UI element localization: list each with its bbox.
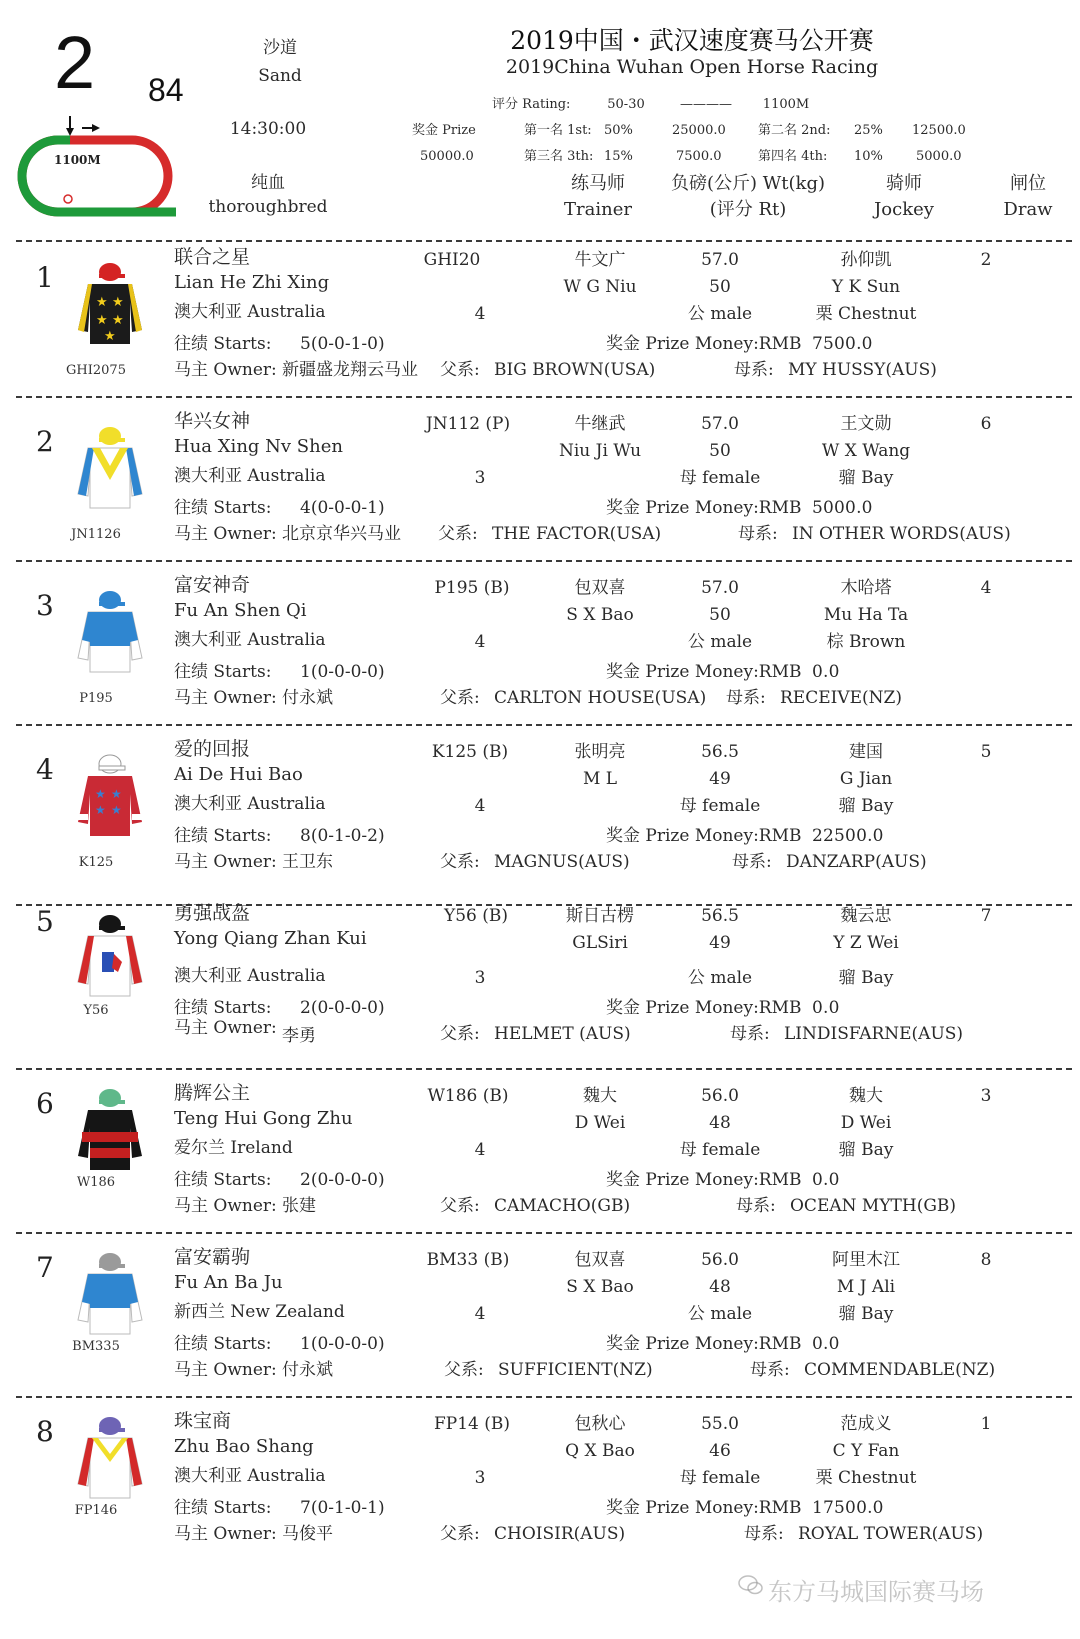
starts-label: 往绩 Starts: xyxy=(174,498,272,518)
horse-row-4 xyxy=(0,734,1080,906)
third-amt: 7500.0 xyxy=(676,149,722,164)
horse-color: 骝 Bay xyxy=(838,796,894,816)
starts-label: 往绩 Starts: xyxy=(174,1170,272,1190)
horse-color: 骝 Bay xyxy=(838,968,894,988)
prize-money-value: 0.0 xyxy=(812,998,840,1018)
horse-name-en: Fu An Ba Ju xyxy=(174,1272,283,1293)
col-trainer-cn: 练马师 xyxy=(571,173,625,194)
title-cn: 2019中国・武汉速度赛马公开赛 xyxy=(510,26,874,55)
dam-label: 母系: xyxy=(732,852,772,872)
silk-icon xyxy=(74,424,146,510)
dam-label: 母系: xyxy=(738,524,778,544)
weight: 56.0 xyxy=(701,1250,739,1270)
row-divider xyxy=(16,1068,1072,1070)
horse-age: 4 xyxy=(474,304,486,324)
horse-color: 栗 Chestnut xyxy=(815,304,917,324)
svg-text:★: ★ xyxy=(111,803,122,817)
sex: 母 female xyxy=(679,1140,761,1160)
owner-label: 马主 Owner: xyxy=(174,852,277,872)
sire-value: CHOISIR(AUS) xyxy=(494,1524,626,1544)
trainer-cn: 斯日古楞 xyxy=(566,906,634,926)
dam-value: MY HUSSY(AUS) xyxy=(788,360,937,380)
prize-money-value: 0.0 xyxy=(812,662,840,682)
row-divider xyxy=(16,1232,1072,1234)
jockey-cn: 魏大 xyxy=(849,1086,883,1106)
horse-age: 3 xyxy=(474,968,486,988)
horse-name-en: Ai De Hui Bao xyxy=(174,764,303,785)
starts-label: 往绩 Starts: xyxy=(174,998,272,1018)
horse-age: 4 xyxy=(474,1140,486,1160)
sire-label: 父系: xyxy=(440,688,480,708)
col-weight-cn: 负磅(公斤) Wt(kg) xyxy=(671,173,825,194)
sex: 母 female xyxy=(679,468,761,488)
horse-number: 4 xyxy=(36,753,54,786)
horse-age: 4 xyxy=(474,632,486,652)
starts-value: 5(0-0-1-0) xyxy=(300,334,385,354)
horse-name-cn: 爱的回报 xyxy=(174,738,251,760)
sire-label: 父系: xyxy=(438,524,478,544)
prize-money-label: 奖金 Prize Money:RMB xyxy=(606,1334,802,1354)
dam-label: 母系: xyxy=(744,1524,784,1544)
svg-text:★: ★ xyxy=(111,787,122,801)
jockey-cn: 王文勋 xyxy=(840,414,892,434)
breed-cn: 纯血 xyxy=(251,173,285,193)
horse-country: 澳大利亚 Australia xyxy=(174,630,326,650)
sex: 母 female xyxy=(679,1468,761,1488)
draw: 2 xyxy=(980,250,992,270)
horse-row-3 xyxy=(0,570,1080,742)
horse-age: 3 xyxy=(474,468,486,488)
silk-icon xyxy=(74,752,146,838)
sex: 公 male xyxy=(687,1304,753,1324)
starts-value: 1(0-0-0-0) xyxy=(300,1334,385,1354)
fourth-amt: 5000.0 xyxy=(916,149,962,164)
silk-code: JN1126 xyxy=(71,527,121,542)
rating: 46 xyxy=(709,1441,731,1461)
starts-label: 往绩 Starts: xyxy=(174,662,272,682)
horse-name-cn: 勇强战盔 xyxy=(174,902,251,924)
horse-age: 4 xyxy=(474,1304,486,1324)
wechat-icon xyxy=(738,1574,764,1596)
weight: 55.0 xyxy=(701,1414,739,1434)
prize-money-label: 奖金 Prize Money:RMB xyxy=(606,1170,802,1190)
jockey-en: W X Wang xyxy=(821,441,911,461)
sire-value: CAMACHO(GB) xyxy=(494,1196,631,1216)
horse-age: 3 xyxy=(474,1468,486,1488)
horse-country: 澳大利亚 Australia xyxy=(174,966,326,986)
horse-country: 新西兰 New Zealand xyxy=(174,1302,345,1322)
sire-value: HELMET (AUS) xyxy=(494,1024,631,1044)
trainer-en: S X Bao xyxy=(566,1277,634,1297)
first-label: 第一名 1st: xyxy=(524,123,592,138)
jockey-cn: 建国 xyxy=(849,742,883,762)
horse-number: 6 xyxy=(36,1087,54,1120)
rating-label: 评分 Rating: xyxy=(492,97,571,112)
fourth-pct: 10% xyxy=(854,149,883,164)
horse-name-en: Fu An Shen Qi xyxy=(174,600,307,621)
horse-number: 2 xyxy=(36,425,54,458)
horse-color: 骝 Bay xyxy=(838,468,894,488)
starts-label: 往绩 Starts: xyxy=(174,334,272,354)
horse-color: 骝 Bay xyxy=(838,1140,894,1160)
jockey-en: Y K Sun xyxy=(831,277,901,297)
horse-name-en: Yong Qiang Zhan Kui xyxy=(174,928,367,949)
silk-icon xyxy=(74,1414,146,1500)
rating-dash: ———— xyxy=(680,97,732,112)
draw: 8 xyxy=(980,1250,992,1270)
horse-color: 骝 Bay xyxy=(838,1304,894,1324)
owner-value: 李勇 xyxy=(282,1026,316,1046)
horse-name-cn: 联合之星 xyxy=(174,246,251,268)
silk-code: FP146 xyxy=(74,1503,118,1518)
trainer-en: M L xyxy=(582,769,618,789)
weight: 56.0 xyxy=(701,1086,739,1106)
trainer-cn: 包双喜 xyxy=(574,1250,626,1270)
col-weight-en: (评分 Rt) xyxy=(709,199,787,220)
dam-label: 母系: xyxy=(750,1360,790,1380)
rating: 50 xyxy=(709,605,731,625)
horse-number: 7 xyxy=(36,1251,54,1284)
jockey-en: G Jian xyxy=(839,769,893,789)
col-jockey-cn: 骑师 xyxy=(886,173,922,194)
rating: 50 xyxy=(709,277,731,297)
sire-label: 父系: xyxy=(440,1024,480,1044)
silk-icon xyxy=(74,588,146,674)
watermark-text: 东方马城国际赛马场 xyxy=(768,1578,984,1606)
row-divider xyxy=(16,560,1072,562)
svg-text:★: ★ xyxy=(96,313,108,328)
jockey-cn: 范成义 xyxy=(840,1414,892,1434)
horse-name-cn: 富安神奇 xyxy=(174,574,251,596)
horse-code: K125 (B) xyxy=(431,742,509,762)
owner-value: 北京京华兴马业 xyxy=(282,524,401,544)
dam-value: DANZARP(AUS) xyxy=(786,852,927,872)
dam-label: 母系: xyxy=(736,1196,776,1216)
first-pct: 50% xyxy=(604,123,633,138)
weight: 56.5 xyxy=(701,742,739,762)
horse-code: W186 (B) xyxy=(427,1086,509,1106)
owner-value: 付永斌 xyxy=(282,1360,333,1380)
sire-value: THE FACTOR(USA) xyxy=(492,524,662,544)
owner-value: 王卫东 xyxy=(282,852,333,872)
horse-number: 8 xyxy=(36,1415,54,1448)
sire-value: BIG BROWN(USA) xyxy=(494,360,656,380)
track-distance-label: 1100M xyxy=(54,153,101,167)
row-divider xyxy=(16,1396,1072,1398)
sire-value: MAGNUS(AUS) xyxy=(494,852,630,872)
trainer-cn: 包秋心 xyxy=(574,1414,626,1434)
owner-label: 马主 Owner: xyxy=(174,360,277,380)
starts-value: 7(0-1-0-1) xyxy=(300,1498,385,1518)
start-arrow-icon xyxy=(66,116,100,136)
trainer-cn: 牛文广 xyxy=(574,250,626,270)
owner-label: 马主 Owner: xyxy=(174,1360,277,1380)
silk-code: GHI2075 xyxy=(66,363,126,378)
dam-label: 母系: xyxy=(730,1024,770,1044)
sire-value: CARLTON HOUSE(USA) xyxy=(494,688,707,708)
trainer-en: S X Bao xyxy=(566,605,634,625)
fourth-label: 第四名 4th: xyxy=(758,149,828,164)
dam-value: COMMENDABLE(NZ) xyxy=(804,1360,996,1380)
trainer-en: D Wei xyxy=(574,1113,626,1133)
owner-value: 新疆盛龙翔云马业 xyxy=(282,360,418,380)
surface-cn: 沙道 xyxy=(263,38,297,58)
horse-code: JN112 (P) xyxy=(425,414,511,434)
second-amt: 12500.0 xyxy=(912,123,966,138)
trainer-cn: 张明亮 xyxy=(574,742,626,762)
weight: 57.0 xyxy=(701,414,739,434)
trainer-en: GLSiri xyxy=(572,933,628,953)
prize-money-label: 奖金 Prize Money:RMB xyxy=(606,826,802,846)
prize-total: 50000.0 xyxy=(420,149,474,164)
starts-value: 2(0-0-0-0) xyxy=(300,1170,385,1190)
col-draw-en: Draw xyxy=(1003,199,1053,220)
sire-label: 父系: xyxy=(440,852,480,872)
horse-color: 棕 Brown xyxy=(826,632,906,652)
rating: 48 xyxy=(709,1277,731,1297)
sire-label: 父系: xyxy=(440,1524,480,1544)
jockey-en: M J Ali xyxy=(836,1277,896,1297)
prize-money-value: 7500.0 xyxy=(812,334,873,354)
starts-label: 往绩 Starts: xyxy=(174,1498,272,1518)
jockey-cn: 阿里木江 xyxy=(832,1250,900,1270)
jockey-en: Mu Ha Ta xyxy=(823,605,909,625)
owner-value: 马俊平 xyxy=(282,1524,333,1544)
second-label: 第二名 2nd: xyxy=(758,123,831,138)
sire-value: SUFFICIENT(NZ) xyxy=(498,1360,653,1380)
horse-number: 5 xyxy=(36,905,54,938)
dam-label: 母系: xyxy=(734,360,774,380)
prize-money-label: 奖金 Prize Money:RMB xyxy=(606,1498,802,1518)
horse-name-cn: 富安霸驹 xyxy=(174,1246,251,1268)
horse-age: 4 xyxy=(474,796,486,816)
weight: 57.0 xyxy=(701,578,739,598)
svg-text:★: ★ xyxy=(96,295,108,310)
owner-label: 马主 Owner: xyxy=(174,1524,277,1544)
starts-value: 1(0-0-0-0) xyxy=(300,662,385,682)
prize-money-label: 奖金 Prize Money:RMB xyxy=(606,998,802,1018)
horse-country: 澳大利亚 Australia xyxy=(174,302,326,322)
second-pct: 25% xyxy=(854,123,883,138)
rating-value: 50-30 xyxy=(607,97,645,112)
dam-value: IN OTHER WORDS(AUS) xyxy=(792,524,1011,544)
track-diagram xyxy=(10,110,180,220)
trainer-en: Q X Bao xyxy=(565,1441,635,1461)
silk-code: P195 xyxy=(79,691,113,706)
third-pct: 15% xyxy=(604,149,633,164)
sex: 公 male xyxy=(687,304,753,324)
horse-name-cn: 腾辉公主 xyxy=(174,1082,251,1104)
owner-label: 马主 Owner: xyxy=(174,688,277,708)
horse-country: 澳大利亚 Australia xyxy=(174,466,326,486)
prize-money-value: 17500.0 xyxy=(812,1498,884,1518)
sex: 母 female xyxy=(679,796,761,816)
rating: 49 xyxy=(709,769,731,789)
starts-label: 往绩 Starts: xyxy=(174,1334,272,1354)
col-draw-cn: 闸位 xyxy=(1010,173,1046,194)
jockey-cn: 孙仰凯 xyxy=(840,250,892,270)
starts-value: 4(0-0-0-1) xyxy=(300,498,385,518)
svg-text:★: ★ xyxy=(112,313,124,328)
draw: 6 xyxy=(980,414,992,434)
silk-code: W186 xyxy=(76,1175,116,1190)
prize-label: 奖金 Prize xyxy=(412,123,476,138)
silk-code: K125 xyxy=(78,855,114,870)
prize-money-value: 0.0 xyxy=(812,1170,840,1190)
sex: 公 male xyxy=(687,968,753,988)
horse-row-8 xyxy=(0,1406,1080,1578)
horse-row-6 xyxy=(0,1078,1080,1250)
owner-value: 付永斌 xyxy=(282,688,333,708)
horse-row-1 xyxy=(0,242,1080,414)
first-amt: 25000.0 xyxy=(672,123,726,138)
surface-en: Sand xyxy=(258,66,302,86)
horse-code: GHI20 xyxy=(423,250,481,270)
trainer-en: Niu Ji Wu xyxy=(558,441,642,461)
horse-name-en: Hua Xing Nv Shen xyxy=(174,436,343,457)
jockey-en: C Y Fan xyxy=(832,1441,900,1461)
silk-icon xyxy=(74,260,146,346)
jockey-en: Y Z Wei xyxy=(833,933,899,953)
starts-value: 8(0-1-0-2) xyxy=(300,826,385,846)
jockey-cn: 木哈塔 xyxy=(840,578,892,598)
silk-icon xyxy=(74,1250,146,1336)
race-number: 2 xyxy=(54,21,96,104)
title-en: 2019China Wuhan Open Horse Racing xyxy=(505,56,879,78)
col-jockey-en: Jockey xyxy=(874,199,934,220)
owner-label: 马主 Owner: xyxy=(174,1196,277,1216)
trainer-cn: 牛继武 xyxy=(574,414,626,434)
horse-row-2 xyxy=(0,406,1080,578)
dam-value: RECEIVE(NZ) xyxy=(780,688,902,708)
horse-name-cn: 珠宝商 xyxy=(174,1410,232,1432)
owner-label: 马主 Owner: xyxy=(174,1018,277,1038)
horse-country: 澳大利亚 Australia xyxy=(174,794,326,814)
starts-label: 往绩 Starts: xyxy=(174,826,272,846)
rating: 49 xyxy=(709,933,731,953)
horse-row-5 xyxy=(0,898,1080,1070)
trainer-cn: 包双喜 xyxy=(574,578,626,598)
draw: 7 xyxy=(980,906,992,926)
silk-code: Y56 xyxy=(83,1003,109,1018)
horse-code: FP14 (B) xyxy=(433,1414,511,1434)
horse-code: BM33 (B) xyxy=(426,1250,510,1270)
rating: 50 xyxy=(709,441,731,461)
horse-country: 爱尔兰 Ireland xyxy=(174,1138,293,1158)
horse-code: P195 (B) xyxy=(434,578,510,598)
silk-code: BM335 xyxy=(72,1339,120,1354)
silk-icon xyxy=(74,1086,146,1172)
horse-name-cn: 华兴女神 xyxy=(174,410,251,432)
col-trainer-en: Trainer xyxy=(564,199,632,220)
sire-label: 父系: xyxy=(440,1196,480,1216)
prize-money-label: 奖金 Prize Money:RMB xyxy=(606,498,802,518)
trainer-cn: 魏大 xyxy=(583,1086,617,1106)
horse-number: 1 xyxy=(36,261,54,294)
prize-money-label: 奖金 Prize Money:RMB xyxy=(606,662,802,682)
draw: 1 xyxy=(980,1414,992,1434)
jockey-en: D Wei xyxy=(840,1113,892,1133)
prize-money-value: 5000.0 xyxy=(812,498,873,518)
dam-value: ROYAL TOWER(AUS) xyxy=(798,1524,984,1544)
horse-name-en: Zhu Bao Shang xyxy=(174,1436,314,1457)
sex: 公 male xyxy=(687,632,753,652)
breed-en: thoroughbred xyxy=(208,197,328,217)
draw: 5 xyxy=(980,742,992,762)
svg-text:★: ★ xyxy=(112,295,124,310)
sire-label: 父系: xyxy=(440,360,480,380)
horse-name-en: Lian He Zhi Xing xyxy=(174,272,330,293)
row-divider xyxy=(16,724,1072,726)
svg-text:★: ★ xyxy=(104,329,116,344)
weight: 56.5 xyxy=(701,906,739,926)
dam-label: 母系: xyxy=(726,688,766,708)
svg-text:★: ★ xyxy=(95,803,106,817)
prize-money-value: 22500.0 xyxy=(812,826,884,846)
dam-value: LINDISFARNE(AUS) xyxy=(784,1024,964,1044)
owner-label: 马主 Owner: xyxy=(174,524,277,544)
horse-country: 澳大利亚 Australia xyxy=(174,1466,326,1486)
prize-money-value: 0.0 xyxy=(812,1334,840,1354)
horse-row-7 xyxy=(0,1242,1080,1414)
jockey-cn: 魏云忠 xyxy=(840,906,892,926)
draw: 4 xyxy=(980,578,992,598)
starts-value: 2(0-0-0-0) xyxy=(300,998,385,1018)
silk-icon xyxy=(74,912,146,998)
race-distance: 1100M xyxy=(762,97,810,112)
race-time: 14:30:00 xyxy=(229,119,307,139)
dam-value: OCEAN MYTH(GB) xyxy=(790,1196,957,1216)
third-label: 第三名 3th: xyxy=(524,149,594,164)
draw: 3 xyxy=(980,1086,992,1106)
trainer-en: W G Niu xyxy=(563,277,637,297)
rating: 48 xyxy=(709,1113,731,1133)
header-number: 84 xyxy=(148,72,184,108)
prize-money-label: 奖金 Prize Money:RMB xyxy=(606,334,802,354)
svg-text:★: ★ xyxy=(95,787,106,801)
weight: 57.0 xyxy=(701,250,739,270)
horse-number: 3 xyxy=(36,589,54,622)
horse-code: Y56 (B) xyxy=(443,906,509,926)
owner-value: 张建 xyxy=(282,1196,316,1216)
horse-name-en: Teng Hui Gong Zhu xyxy=(174,1108,353,1129)
row-divider xyxy=(16,396,1072,398)
horse-color: 栗 Chestnut xyxy=(815,1468,917,1488)
sire-label: 父系: xyxy=(444,1360,484,1380)
